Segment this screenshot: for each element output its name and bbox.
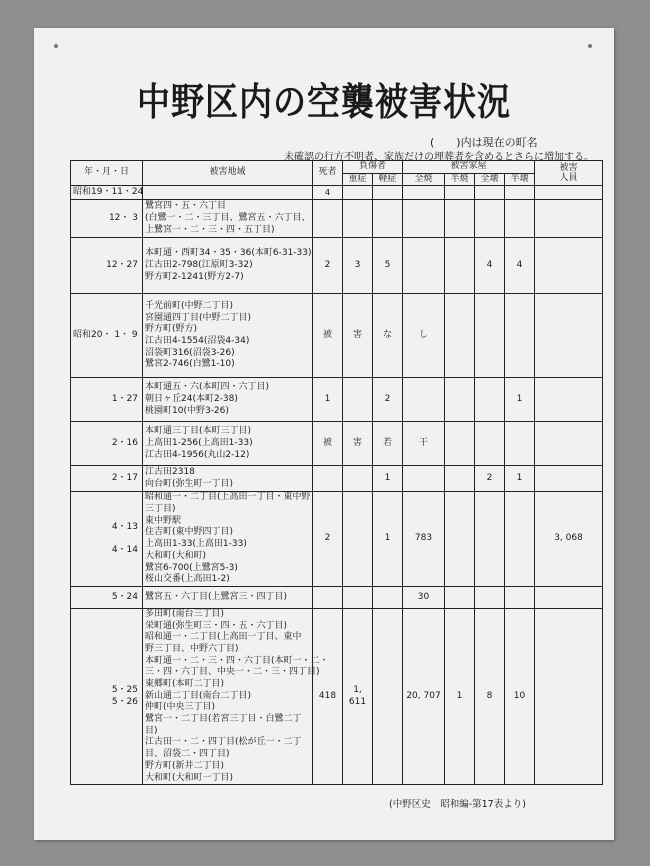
date-cell: 12・27 (71, 238, 143, 294)
table-row (71, 378, 603, 422)
header-victims: 被害 人員 (535, 161, 603, 186)
half-collapse-cell (505, 422, 535, 466)
area-cell: 多田町(南台三丁目) 栄町通(弥生町三・四・五・六丁目) 昭和通一・二丁目(上高田一丁目、東中 野三丁目、中野六丁目) 本町通一・二・三・四・六丁目(本町一・二・ 三・四・六丁目、中央一・二・三・四丁目) 東郷町(本町二丁目) 新山通二丁目(南台二丁目) 仲町(中央三丁目) 鷺宮一・二丁目(若宮三丁目・白鷺二丁 目) 江古田一・二・四丁目(松が丘一・二丁 目、沼袋二・四丁目) 野方町(新井二丁目) 大和町(大和町一丁目) (143, 608, 313, 784)
serious-cell: 害 (343, 294, 373, 378)
table-row (71, 492, 603, 587)
minor-cell: 1 (373, 492, 403, 587)
note-unconfirmed: 未確認の行方不明者、家族だけの埋葬者を含めるとさらに増加する。 (284, 152, 594, 163)
date-cell: 昭和20・ 1・ 9 (71, 294, 143, 378)
area-cell: 本町通・西町34・35・36(本町6-31-33) 江古田2-798(江原町3-32) 野方町2-1241(野方2-7) (143, 238, 313, 294)
victims-cell: 3, 068 (535, 492, 603, 587)
serious-cell: 害 (343, 422, 373, 466)
half-burn-cell (445, 238, 475, 294)
half-burn-cell (445, 466, 475, 492)
header-dead: 死者 (313, 161, 343, 186)
half-collapse-cell (505, 186, 535, 200)
header-half-burn: 半焼 (445, 173, 475, 186)
pin (588, 44, 592, 48)
minor-cell: 2 (373, 378, 403, 422)
table-row (71, 200, 603, 238)
header-serious: 重症 (343, 173, 373, 186)
table-row (71, 608, 603, 784)
dead-cell: 被 (313, 294, 343, 378)
victims-cell (535, 200, 603, 238)
full-collapse-cell (475, 378, 505, 422)
serious-cell: 1, 611 (343, 608, 373, 784)
full-collapse-cell (475, 294, 505, 378)
date-cell: 12・ 3 (71, 200, 143, 238)
half-collapse-cell: 4 (505, 238, 535, 294)
half-burn-cell (445, 492, 475, 587)
victims-cell (535, 586, 603, 608)
note-parentheses: ( )内は現在の町名 (430, 136, 538, 149)
full-collapse-cell (475, 586, 505, 608)
dead-cell: 被 (313, 422, 343, 466)
victims-cell (535, 186, 603, 200)
full-collapse-cell: 8 (475, 608, 505, 784)
dead-cell: 2 (313, 238, 343, 294)
serious-cell (343, 200, 373, 238)
notice-board (34, 28, 614, 840)
area-cell: 千光前町(中野二丁目) 宮園通四丁目(中野二丁目) 野方町(野方) 江古田4-1554(沼袋4-34) 沼袋町316(沼袋3-26) 鷺宮2-746(白鷺1-10) (143, 294, 313, 378)
area-cell: 鷺宮五・六丁目(上鷺宮三・四丁目) (143, 586, 313, 608)
header-full-burn: 全焼 (403, 173, 445, 186)
area-cell: 本町通五・六(本町四・六丁目) 朝日ヶ丘24(本町2-38) 桃園町10(中野3-26) (143, 378, 313, 422)
victims-cell (535, 238, 603, 294)
date-cell: 2・17 (71, 466, 143, 492)
table-row (71, 422, 603, 466)
header-half-collapse: 半壊 (505, 173, 535, 186)
table-row (71, 186, 603, 200)
minor-cell (373, 608, 403, 784)
full-collapse-cell (475, 186, 505, 200)
area-cell (143, 186, 313, 200)
minor-cell: 1 (373, 466, 403, 492)
pin (54, 44, 58, 48)
area-cell: 昭和通一・二丁目(上高田一丁目・東中野 三丁目) 東中野駅 住吉町(東中野四丁目) 上高田1-33(上高田1-33) 大和町(大和町) 鷺宮6-700(上鷺宮5-3) 桜山交番(上高田1-2) (143, 492, 313, 587)
half-collapse-cell (505, 492, 535, 587)
header-minor: 軽症 (373, 173, 403, 186)
half-burn-cell (445, 294, 475, 378)
area-cell: 鷺宮四・五・六丁目 (白鷺一・二・三丁目、鷺宮五・六丁目、 上鷺宮一・二・三・四・五丁目) (143, 200, 313, 238)
area-cell: 江古田2318 向台町(弥生町一丁目) (143, 466, 313, 492)
full-burn-cell: 干 (403, 422, 445, 466)
dead-cell: 1 (313, 378, 343, 422)
half-burn-cell (445, 422, 475, 466)
dead-cell: 418 (313, 608, 343, 784)
half-burn-cell (445, 186, 475, 200)
serious-cell (343, 586, 373, 608)
minor-cell: 5 (373, 238, 403, 294)
full-collapse-cell (475, 492, 505, 587)
dead-cell (313, 466, 343, 492)
full-burn-cell: し (403, 294, 445, 378)
victims-cell (535, 466, 603, 492)
header-injured: 負傷者 (343, 161, 403, 174)
dead-cell (313, 586, 343, 608)
full-burn-cell (403, 378, 445, 422)
header-date: 年・月・日 (71, 161, 143, 186)
header-full-collapse: 全壊 (475, 173, 505, 186)
area-cell: 本町通三丁目(本町三丁目) 上高田1-256(上高田1-33) 江古田4-1956(丸山2-12) (143, 422, 313, 466)
dead-cell (313, 200, 343, 238)
serious-cell (343, 378, 373, 422)
header-houses: 被害家屋 (403, 161, 535, 174)
serious-cell (343, 186, 373, 200)
minor-cell (373, 586, 403, 608)
half-collapse-cell (505, 586, 535, 608)
full-burn-cell (403, 186, 445, 200)
dead-cell: 2 (313, 492, 343, 587)
serious-cell: 3 (343, 238, 373, 294)
date-cell: 4・13 4・14 (71, 492, 143, 587)
table-row (71, 294, 603, 378)
half-burn-cell (445, 378, 475, 422)
half-burn-cell (445, 586, 475, 608)
half-collapse-cell: 10 (505, 608, 535, 784)
date-cell: 昭和19・11・24 (71, 186, 143, 200)
half-collapse-cell (505, 294, 535, 378)
header-area: 被害地域 (143, 161, 313, 186)
victims-cell (535, 378, 603, 422)
serious-cell (343, 466, 373, 492)
dead-cell: 4 (313, 186, 343, 200)
victims-cell (535, 294, 603, 378)
minor-cell (373, 200, 403, 238)
full-collapse-cell: 4 (475, 238, 505, 294)
full-burn-cell: 783 (403, 492, 445, 587)
half-collapse-cell: 1 (505, 466, 535, 492)
date-cell: 5・24 (71, 586, 143, 608)
minor-cell (373, 186, 403, 200)
page-title: 中野区内の空襲被害状況 (137, 79, 511, 125)
full-burn-cell (403, 238, 445, 294)
full-burn-cell: 30 (403, 586, 445, 608)
source-note: (中野区史 昭和編-第17表より) (389, 799, 526, 810)
table-row (71, 238, 603, 294)
minor-cell: 若 (373, 422, 403, 466)
date-cell: 2・16 (71, 422, 143, 466)
serious-cell (343, 492, 373, 587)
half-collapse-cell: 1 (505, 378, 535, 422)
full-collapse-cell (475, 422, 505, 466)
full-burn-cell: 20, 707 (403, 608, 445, 784)
full-burn-cell (403, 466, 445, 492)
half-collapse-cell (505, 200, 535, 238)
full-burn-cell (403, 200, 445, 238)
victims-cell (535, 422, 603, 466)
half-burn-cell: 1 (445, 608, 475, 784)
date-cell: 5・25 5・26 (71, 608, 143, 784)
damage-table (70, 160, 603, 785)
table-row (71, 466, 603, 492)
full-collapse-cell: 2 (475, 466, 505, 492)
date-cell: 1・27 (71, 378, 143, 422)
full-collapse-cell (475, 200, 505, 238)
table-row (71, 586, 603, 608)
half-burn-cell (445, 200, 475, 238)
minor-cell: な (373, 294, 403, 378)
victims-cell (535, 608, 603, 784)
